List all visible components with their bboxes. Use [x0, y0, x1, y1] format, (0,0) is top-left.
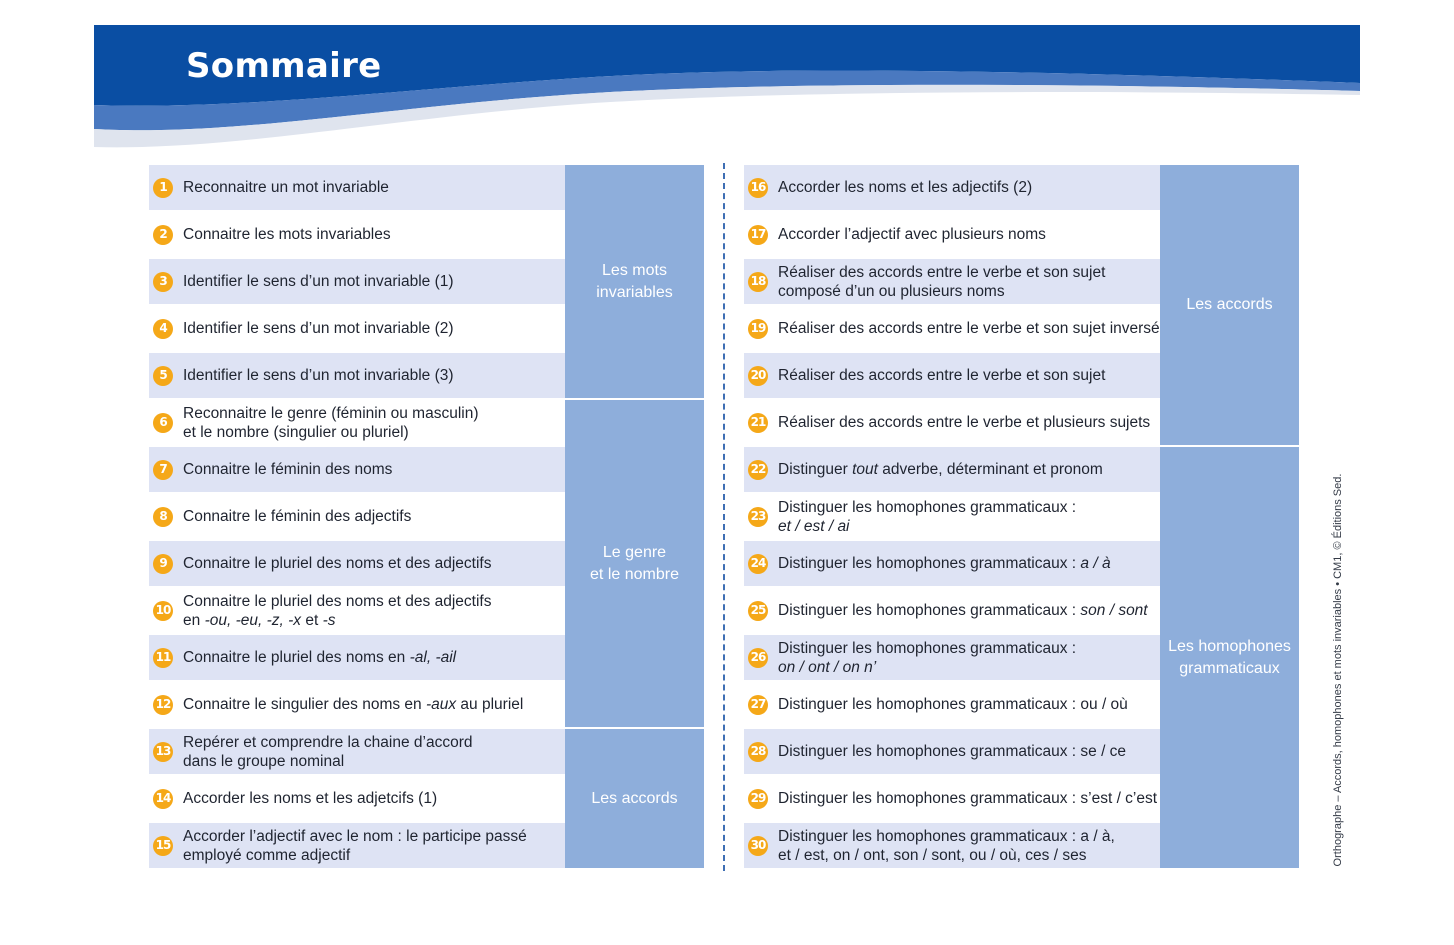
- item-title-line2: en -ou, -eu, -z, -x et -s: [183, 611, 336, 629]
- item-title: Réaliser des accords entre le verbe et son sujet: [778, 367, 1106, 384]
- list-item[interactable]: [149, 588, 565, 633]
- list-item[interactable]: [744, 729, 1160, 774]
- item-title: Accorder l’adjectif avec plusieurs noms: [778, 226, 1046, 243]
- item-number-badge: 9: [153, 554, 173, 574]
- item-title-line2: et le nombre (singulier ou pluriel): [183, 423, 409, 441]
- list-item[interactable]: [149, 541, 565, 586]
- item-number-badge: 4: [153, 319, 173, 339]
- list-item[interactable]: [744, 306, 1160, 351]
- list-item[interactable]: [744, 588, 1160, 633]
- item-number-badge: 5: [153, 366, 173, 386]
- item-title-line2: on / ont / on n’: [778, 658, 877, 676]
- item-number-badge: 23: [748, 507, 768, 527]
- item-title-line2: employé comme adjectif: [183, 846, 351, 864]
- item-number-badge: 2: [153, 225, 173, 245]
- item-title: Reconnaitre le genre (féminin ou masculin): [183, 404, 479, 422]
- category-les-homophones-grammaticaux: Les homophones grammaticaux: [1160, 447, 1299, 868]
- item-title: Connaitre le pluriel des noms et des adjectifs: [183, 592, 492, 610]
- item-number-badge: 15: [153, 836, 173, 856]
- item-number-badge: 16: [748, 178, 768, 198]
- list-item[interactable]: [149, 776, 565, 821]
- list-item[interactable]: [744, 259, 1160, 304]
- item-title: Distinguer les homophones grammaticaux : s’est / c’est: [778, 790, 1158, 807]
- item-number-badge: 28: [748, 742, 768, 762]
- item-number-badge: 19: [748, 319, 768, 339]
- column-divider: [723, 163, 725, 871]
- item-title: Distinguer les homophones grammaticaux :: [778, 639, 1077, 657]
- item-title: Distinguer les homophones grammaticaux : a / à,: [778, 827, 1115, 845]
- item-number-badge: 27: [748, 695, 768, 715]
- list-item[interactable]: [149, 353, 565, 398]
- item-title: Repérer et comprendre la chaine d’accord: [183, 733, 473, 751]
- item-title: Réaliser des accords entre le verbe et son sujet: [778, 263, 1106, 281]
- item-number-badge: 1: [153, 178, 173, 198]
- item-title: Réaliser des accords entre le verbe et son sujet inversé: [778, 320, 1160, 337]
- list-item[interactable]: [149, 306, 565, 351]
- list-item[interactable]: [149, 447, 565, 492]
- category-le-genre-et-le-nombre: Le genre et le nombre: [565, 400, 704, 727]
- list-item[interactable]: [149, 212, 565, 257]
- item-number-badge: 11: [153, 648, 173, 668]
- item-title: Connaitre le féminin des noms: [183, 461, 393, 478]
- category-les-accords: Les accords: [565, 729, 704, 868]
- page-title: Sommaire: [186, 46, 382, 86]
- list-item[interactable]: [149, 259, 565, 304]
- item-title: Connaitre les mots invariables: [183, 226, 391, 243]
- item-title: Réaliser des accords entre le verbe et plusieurs sujets: [778, 414, 1151, 431]
- item-title: Reconnaitre un mot invariable: [183, 179, 389, 196]
- item-title: Distinguer tout adverbe, déterminant et pronom: [778, 461, 1103, 478]
- item-title-line2: dans le groupe nominal: [183, 752, 345, 770]
- item-number-badge: 12: [153, 695, 173, 715]
- item-number-badge: 13: [153, 742, 173, 762]
- item-number-badge: 21: [748, 413, 768, 433]
- list-item[interactable]: [149, 682, 565, 727]
- item-number-badge: 8: [153, 507, 173, 527]
- item-number-badge: 20: [748, 366, 768, 386]
- category-les-mots-invariables: Les mots invariables: [565, 165, 704, 398]
- list-item[interactable]: [744, 400, 1160, 445]
- item-title: Identifier le sens d’un mot invariable (3): [183, 367, 454, 384]
- list-item[interactable]: [744, 494, 1160, 539]
- item-title: Connaitre le pluriel des noms et des adjectifs: [183, 555, 492, 572]
- item-title: Identifier le sens d’un mot invariable (2): [183, 320, 454, 337]
- copyright-note: Orthographe – Accords, homophones et mots invariables • CM1, © Éditions Sed.: [1332, 473, 1344, 867]
- item-title: Accorder l’adjectif avec le nom : le participe passé: [183, 827, 527, 845]
- item-number-badge: 26: [748, 648, 768, 668]
- item-title: Connaitre le pluriel des noms en -al, -ail: [183, 649, 457, 666]
- list-item[interactable]: [149, 635, 565, 680]
- list-item[interactable]: [744, 165, 1160, 210]
- item-number-badge: 14: [153, 789, 173, 809]
- item-number-badge: 24: [748, 554, 768, 574]
- list-item[interactable]: [744, 212, 1160, 257]
- item-number-badge: 10: [153, 601, 173, 621]
- item-number-badge: 22: [748, 460, 768, 480]
- list-item[interactable]: [149, 729, 565, 774]
- list-item[interactable]: [744, 541, 1160, 586]
- item-title: Distinguer les homophones grammaticaux : son / sont: [778, 602, 1148, 619]
- list-item[interactable]: [744, 823, 1160, 868]
- header-banner: [94, 25, 1360, 155]
- item-number-badge: 29: [748, 789, 768, 809]
- item-title: Distinguer les homophones grammaticaux : a / à: [778, 555, 1111, 572]
- item-number-badge: 6: [153, 413, 173, 433]
- list-item[interactable]: [744, 447, 1160, 492]
- item-number-badge: 3: [153, 272, 173, 292]
- item-title: Connaitre le féminin des adjectifs: [183, 508, 412, 525]
- item-title: Accorder les noms et les adjetcifs (1): [183, 790, 438, 807]
- category-les-accords: Les accords: [1160, 165, 1299, 445]
- list-item[interactable]: [744, 776, 1160, 821]
- item-title: Identifier le sens d’un mot invariable (1): [183, 273, 454, 290]
- item-title-line2: composé d’un ou plusieurs noms: [778, 282, 1005, 300]
- item-number-badge: 17: [748, 225, 768, 245]
- list-item[interactable]: [149, 823, 565, 868]
- item-title: Distinguer les homophones grammaticaux :: [778, 498, 1077, 516]
- item-title: Distinguer les homophones grammaticaux : ou / où: [778, 696, 1128, 713]
- item-title: Connaitre le singulier des noms en -aux au pluriel: [183, 696, 524, 713]
- banner-wave: [94, 25, 1360, 155]
- item-number-badge: 30: [748, 836, 768, 856]
- item-number-badge: 25: [748, 601, 768, 621]
- list-item[interactable]: [744, 635, 1160, 680]
- list-item[interactable]: [744, 353, 1160, 398]
- list-item[interactable]: [149, 400, 565, 445]
- list-item[interactable]: [149, 494, 565, 539]
- item-title-line2: et / est, on / ont, son / sont, ou / où, ces / ses: [778, 846, 1087, 864]
- item-number-badge: 18: [748, 272, 768, 292]
- item-number-badge: 7: [153, 460, 173, 480]
- item-title-line2: et / est / ai: [778, 517, 850, 535]
- list-item[interactable]: [149, 165, 565, 210]
- item-title: Distinguer les homophones grammaticaux : se / ce: [778, 743, 1127, 760]
- list-item[interactable]: [744, 682, 1160, 727]
- item-title: Accorder les noms et les adjectifs (2): [778, 179, 1033, 196]
